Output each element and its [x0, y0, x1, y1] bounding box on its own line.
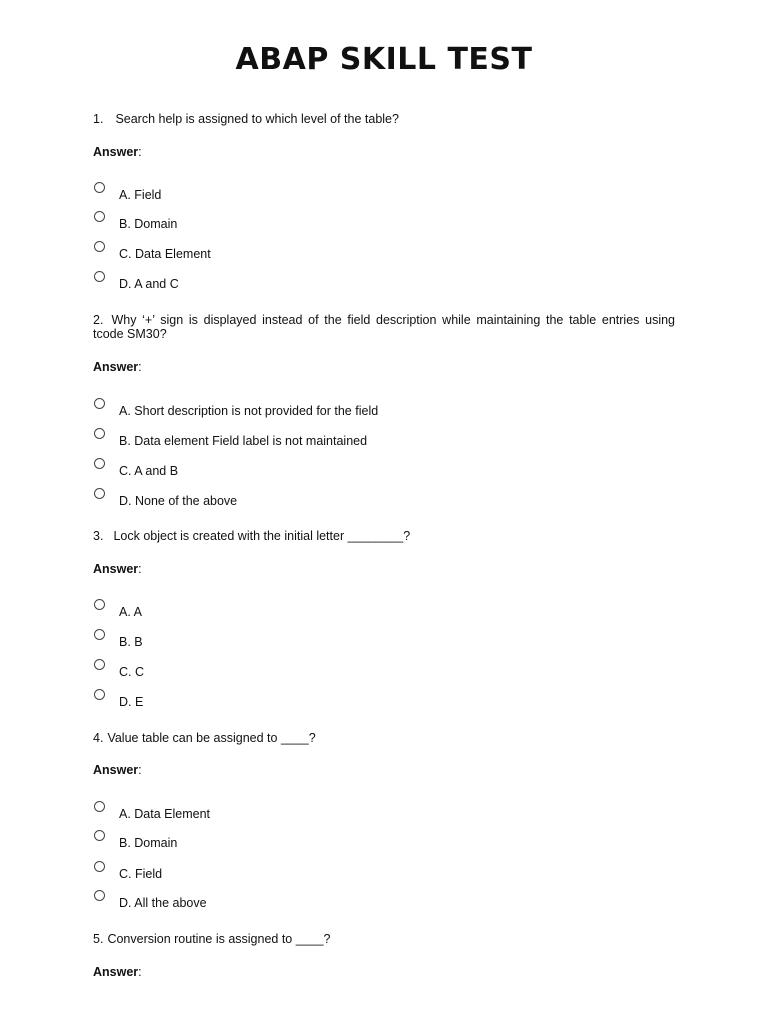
- option-label: C. C: [119, 665, 144, 679]
- radio-q1-a[interactable]: [94, 182, 105, 193]
- option-label: B. Domain: [119, 836, 178, 850]
- radio-q2-d[interactable]: [94, 488, 105, 499]
- radio-q1-d[interactable]: [94, 271, 105, 282]
- question-4: [93, 731, 316, 745]
- radio-q2-b[interactable]: [94, 428, 105, 439]
- radio-q3-c[interactable]: [94, 659, 105, 670]
- question-5: [93, 932, 331, 946]
- option-label: D. A and C: [119, 277, 179, 291]
- radio-q3-b[interactable]: [94, 629, 105, 640]
- option-label: C. Data Element: [119, 247, 211, 261]
- radio-q2-a[interactable]: [94, 398, 105, 409]
- radio-q1-b[interactable]: [94, 211, 105, 222]
- question-text: Lock object is created with the initial letter ________?: [113, 529, 411, 543]
- option-label: D. None of the above: [119, 494, 238, 508]
- radio-q4-d[interactable]: [94, 890, 105, 901]
- option-label: A. Field: [119, 188, 162, 202]
- option-label: B. Data element Field label is not maintained: [119, 434, 368, 448]
- question-number: 5.: [93, 932, 104, 946]
- answer-label: Answer:: [93, 145, 142, 159]
- radio-q2-c[interactable]: [94, 458, 105, 469]
- question-text: Why ‘+’ sign is displayed instead of the field description while maintaining the table entries using tcode SM30?: [93, 313, 675, 341]
- question-text: Search help is assigned to which level of the table?: [115, 112, 399, 126]
- option-label: D. E: [119, 695, 144, 709]
- answer-label: Answer:: [93, 965, 142, 979]
- page-title: ABAP SKILL TEST: [235, 42, 533, 77]
- option-label: A. A: [119, 605, 142, 619]
- answer-label: Answer:: [93, 763, 142, 777]
- option-label: D. All the above: [119, 896, 207, 910]
- option-label: C. Field: [119, 867, 163, 881]
- question-number: 2.: [93, 313, 104, 327]
- radio-q3-a[interactable]: [94, 599, 105, 610]
- question-number: 1.: [93, 112, 104, 126]
- answer-label: Answer:: [93, 360, 142, 374]
- radio-q1-c[interactable]: [94, 241, 105, 252]
- radio-q4-c[interactable]: [94, 861, 105, 872]
- option-label: C. A and B: [119, 464, 179, 478]
- option-label: B. Domain: [119, 217, 178, 231]
- question-text: Conversion routine is assigned to ____?: [107, 932, 331, 946]
- option-label: A. Short description is not provided for the field: [119, 404, 379, 418]
- radio-q4-a[interactable]: [94, 801, 105, 812]
- radio-q3-d[interactable]: [94, 689, 105, 700]
- question-3: [93, 529, 410, 543]
- option-label: A. Data Element: [119, 807, 211, 821]
- question-1: [93, 112, 399, 126]
- answer-label: Answer:: [93, 562, 142, 576]
- question-number: 3.: [93, 529, 104, 543]
- radio-q4-b[interactable]: [94, 830, 105, 841]
- question-number: 4.: [93, 731, 104, 745]
- question-text: Value table can be assigned to ____?: [107, 731, 316, 745]
- question-2: [93, 313, 675, 341]
- option-label: B. B: [119, 635, 143, 649]
